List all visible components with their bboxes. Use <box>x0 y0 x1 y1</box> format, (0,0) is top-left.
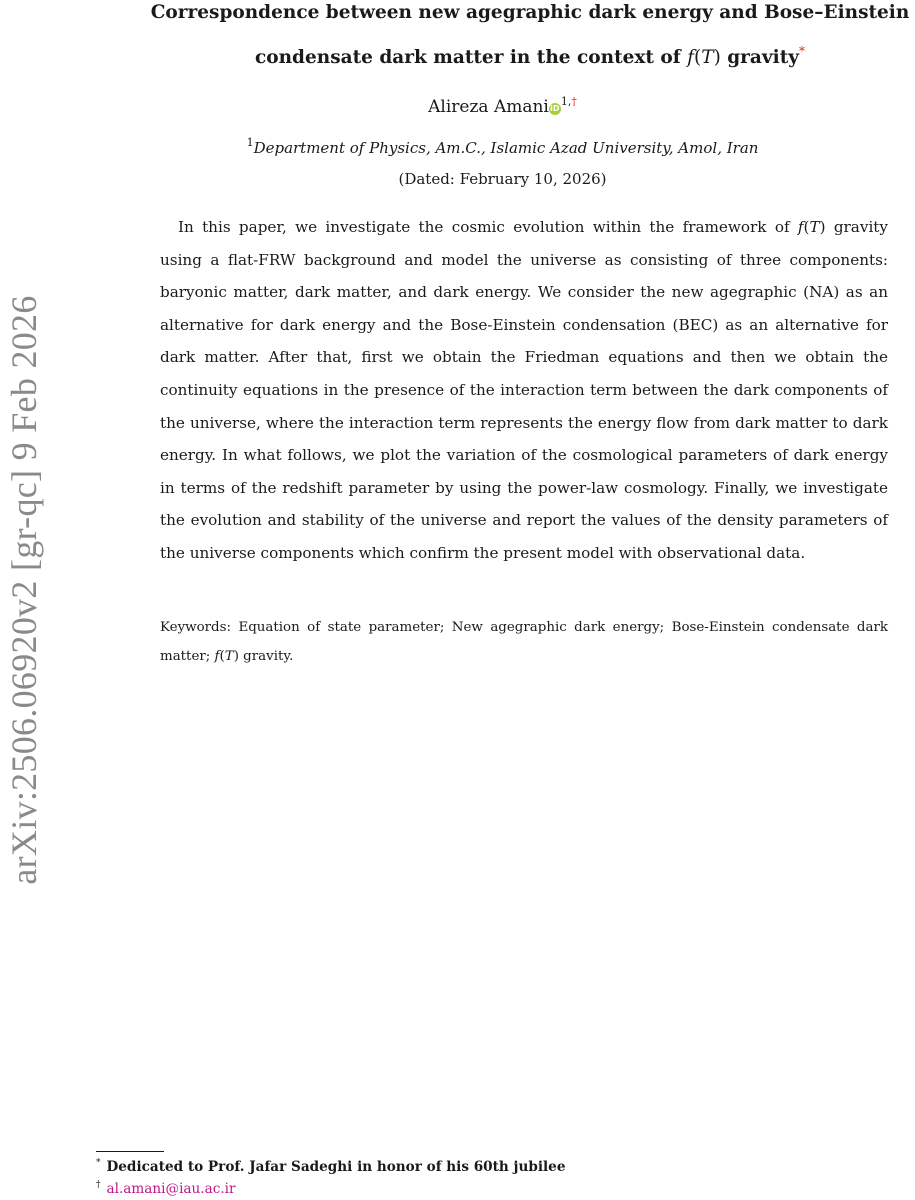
affiliation-text: Department of Physics, Am.C., Islamic Azad University, Amol, Iran <box>253 139 759 157</box>
arxiv-stamp: arXiv:2506.06920v2 [gr-qc] 9 Feb 2026 <box>4 295 44 885</box>
abstract-math-t: T <box>809 218 820 236</box>
keywords: Keywords: Equation of state parameter; New agegraphic dark energy; Bose-Einstein condensate dark matter; f(T) gravity. <box>160 620 888 664</box>
title-math-close: ) <box>713 47 721 68</box>
title-line-2-suffix: gravity <box>727 47 799 68</box>
title-footnote-link[interactable]: * <box>799 44 805 58</box>
paper-title <box>120 0 915 77</box>
author-affil-marker: 1, <box>560 95 572 108</box>
keywords-suffix: gravity. <box>238 649 294 664</box>
orcid-icon[interactable]: iD <box>550 104 560 113</box>
keywords-prefix: Keywords: Equation of state parameter; New agegraphic dark energy; Bose-Einstein condensate dark matter; <box>160 620 888 664</box>
keywords-math-t: T <box>224 649 234 664</box>
title-line-1: Correspondence between new agegraphic dark energy and Bose–Einstein <box>150 2 910 23</box>
abstract-part-2: gravity using a flat-FRW background and model the universe as consisting of three components: baryonic matter, dark matter, and dark energy. We consider the new agegraphic (NA) as an alternative for dark energy and the Bose-Einstein condensation (BEC) as an alternative for dark matter. After that, first we obtain the Friedman equations and then we obtain the continuity equations in the presence of the interaction term between the dark components of the universe, where the interaction term represents the energy flow from dark matter to dark energy. In what follows, we plot the variation of the cosmological parameters of dark energy in terms of the redshift parameter by using the power-law cosmology. Finally, we investigate the evolution and stability of the universe and report the values of the density parameters of the universe components which confirm the present model with observational data. <box>160 218 888 562</box>
footnote-1-text: Dedicated to Prof. Jafar Sadeghi in honor of his 60th jubilee <box>106 1159 566 1175</box>
title-line-2-prefix: condensate dark matter in the context of <box>254 47 681 68</box>
abstract-math-f: f <box>797 218 804 236</box>
footnote-email <box>96 1180 235 1197</box>
affiliation <box>0 136 915 157</box>
author-line <box>0 95 915 117</box>
footnote-2-marker: † <box>96 1180 101 1190</box>
title-line-2 <box>120 32 915 77</box>
author-email-link[interactable]: † <box>571 95 577 108</box>
affiliation-marker: 1 <box>246 136 254 149</box>
title-math-open: ( <box>694 47 702 68</box>
abstract: In this paper, we investigate the cosmic evolution within the framework of f(T) gravity using a flat-FRW background and model the universe as consisting of three components: baryonic matter, dark matter, and dark energy. We consider the new agegraphic (NA) as an alternative for dark energy and the Bose-Einstein condensation (BEC) as an alternative for dark matter. After that, first we obtain the Friedman equations and then we obtain the continuity equations in the presence of the interaction term between the dark components of the universe, where the interaction term represents the energy flow from dark matter to dark energy. In what follows, we plot the variation of the cosmological parameters of dark energy in terms of the redshift parameter by using the power-law cosmology. Finally, we investigate the evolution and stability of the universe and report the values of the density parameters of the universe components which confirm the present model with observational data. <box>160 218 888 562</box>
author-name: Alireza Amani <box>428 97 549 117</box>
title-math-t: T <box>701 47 714 68</box>
footnote-rule <box>96 1151 164 1152</box>
abstract-part-1: In this paper, we investigate the cosmic evolution within the framework of <box>178 218 798 236</box>
date-line: (Dated: February 10, 2026) <box>398 170 607 188</box>
keywords-math-f: f <box>214 649 220 664</box>
email-link[interactable]: al.amani@iau.ac.ir <box>106 1181 236 1197</box>
footnote-1-marker: * <box>96 1158 101 1168</box>
title-math-f: f <box>687 47 695 68</box>
footnote-dedication <box>96 1158 565 1175</box>
